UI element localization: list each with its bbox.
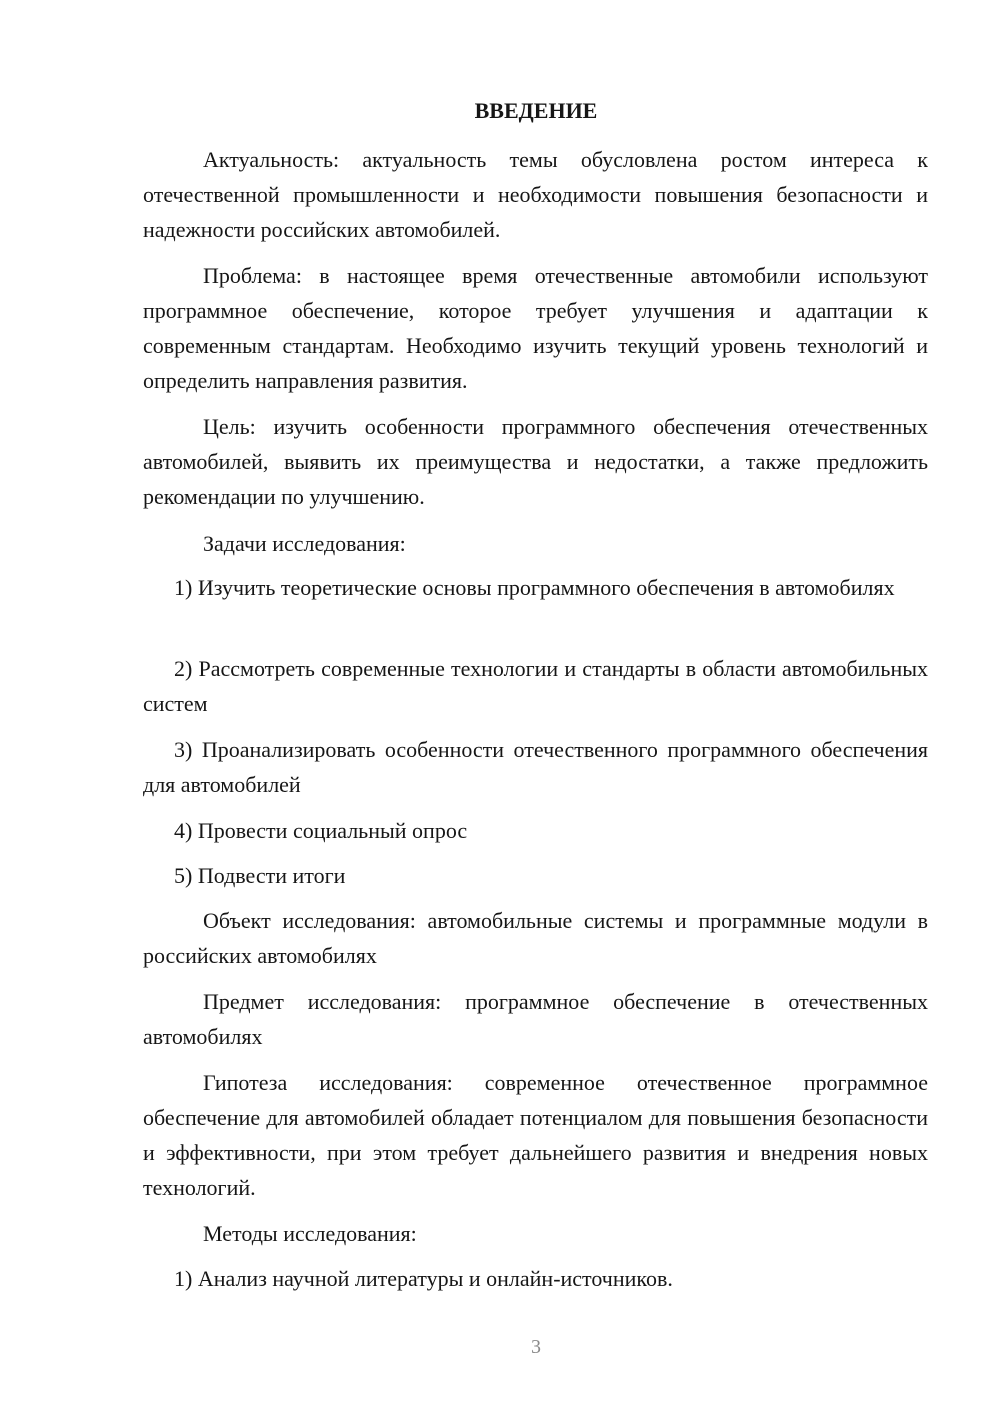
page-number: 3 — [531, 1336, 541, 1358]
paragraph-object: Объект исследования: автомобильные системы и программные модули в российских автомобилях — [143, 908, 928, 968]
paragraph-relevance: Актуальность: актуальность темы обусловлена ростом интереса к отечественной промышленности и необходимости повышения безопасности и надежности российских автомобилей. — [143, 147, 928, 242]
list-item-method-1: 1) Анализ научной литературы и онлайн-источников. — [174, 1266, 673, 1291]
paragraph-goal: Цель: изучить особенности программного обеспечения отечественных автомобилей, выявить их преимущества и недостатки, а также предложить рекомендации по улучшению. — [143, 414, 928, 509]
list-item-task-4: 4) Провести социальный опрос — [174, 818, 468, 843]
paragraph-tasks-heading: Задачи исследования: — [203, 531, 406, 556]
paragraph-hypothesis: Гипотеза исследования: современное отечественное программное обеспечение для автомобилей обладает потенциалом для повышения безопасности и эффективности, при этом требует дальнейшего развития и внедрения новых технологий. — [143, 1070, 928, 1200]
list-item-task-2: 2) Рассмотреть современные технологии и стандарты в области автомобильных систем — [143, 656, 928, 716]
paragraph-methods-heading: Методы исследования: — [203, 1221, 417, 1246]
paragraph-problem: Проблема: в настоящее время отечественные автомобили используют программное обеспечение, которое требует улучшения и адаптации к современным стандартам. Необходимо изучить текущий уровень технологий и определить направления развития. — [143, 263, 928, 393]
list-item-task-5: 5) Подвести итоги — [174, 863, 346, 888]
list-item-task-1: 1) Изучить теоретические основы программного обеспечения в автомобилях — [174, 575, 895, 600]
paragraph-subject: Предмет исследования: программное обеспечение в отечественных автомобилях — [143, 989, 928, 1049]
list-item-task-3: 3) Проанализировать особенности отечественного программного обеспечения для автомобилей — [143, 737, 928, 797]
page-title: ВВЕДЕНИЕ — [474, 98, 598, 123]
